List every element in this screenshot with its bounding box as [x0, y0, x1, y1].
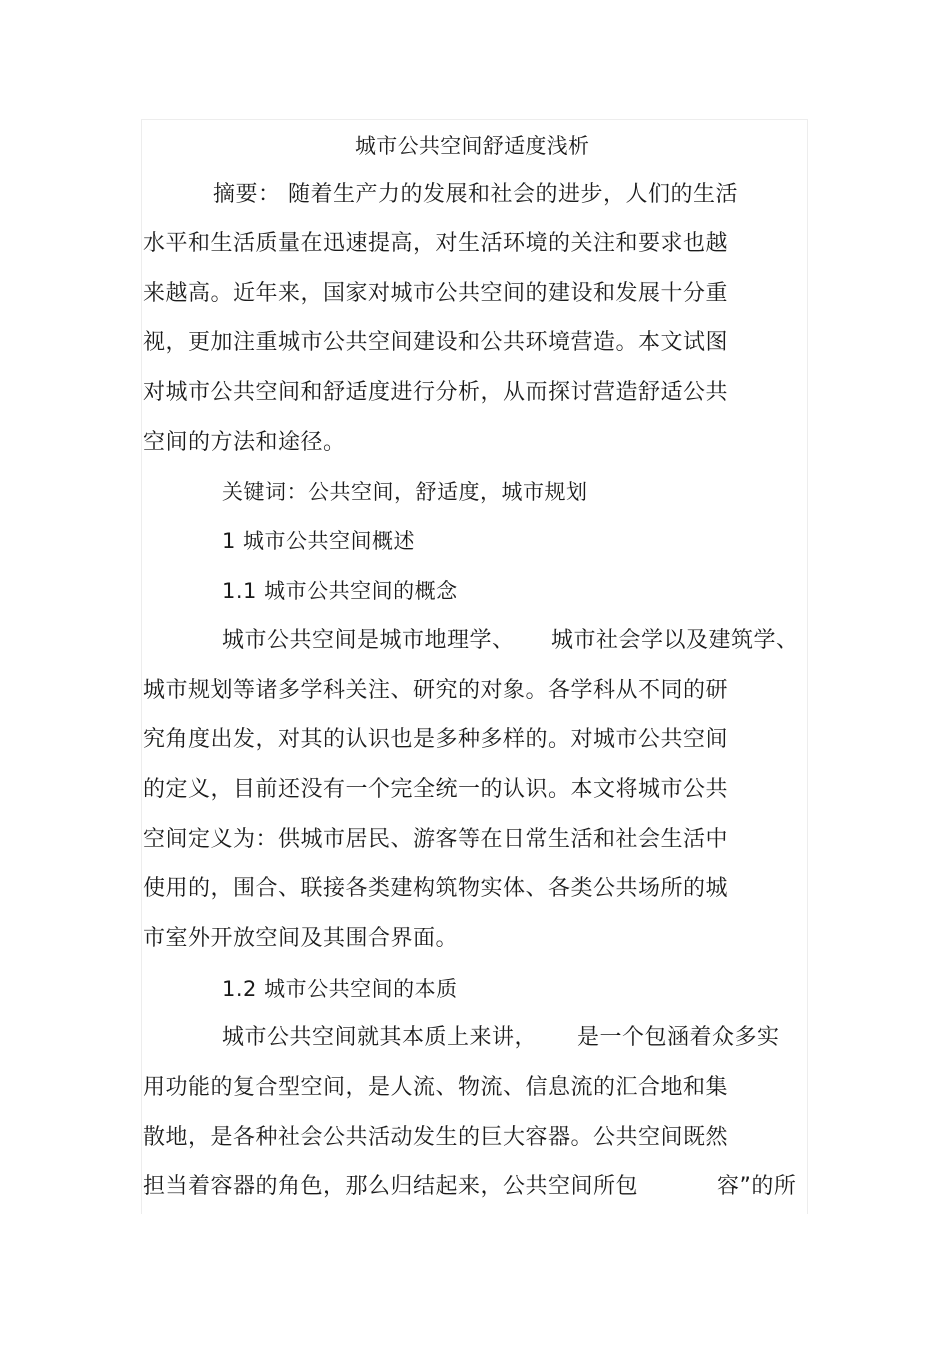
paragraph-line: 市室外开放空间及其围合界面。 — [143, 926, 459, 951]
paragraph-line: 担当着容器的角色，那么归结起来，公共空间所包 — [143, 1174, 639, 1199]
paragraph-line: 用功能的复合型空间，是人流、物流、信息流的汇合地和集 — [143, 1075, 729, 1100]
abstract-line: 空间的方法和途径。 — [143, 430, 346, 455]
abstract-line: 水平和生活质量在迅速提高，对生活环境的关注和要求也越 — [143, 231, 729, 256]
section-heading-1-1: 1.1 城市公共空间的概念 — [222, 579, 458, 603]
paragraph-line: 的定义，目前还没有一个完全统一的认识。本文将城市公共 — [143, 777, 729, 802]
paragraph-line: 使用的，围合、联接各类建构筑物实体、各类公共场所的城 — [143, 876, 729, 901]
paragraph-line: 城市公共空间是城市地理学、 — [222, 628, 515, 653]
paragraph-line: 城市公共空间就其本质上来讲， — [222, 1025, 538, 1050]
abstract-line: 来越高。近年来，国家对城市公共空间的建设和发展十分重 — [143, 281, 729, 306]
section-heading-1: 1 城市公共空间概述 — [222, 529, 416, 553]
paragraph-line: 容”的所 — [717, 1174, 797, 1199]
paragraph-line: 是一个包涵着众多实 — [577, 1025, 780, 1050]
abstract-line: 视，更加注重城市公共空间建设和公共环境营造。本文试图 — [143, 330, 729, 355]
paragraph-line: 散地，是各种社会公共活动发生的巨大容器。公共空间既然 — [143, 1125, 729, 1150]
paragraph-line: 城市社会学以及建筑学、 — [551, 628, 799, 653]
paragraph-line: 空间定义为：供城市居民、游客等在日常生活和社会生活中 — [143, 827, 729, 852]
abstract-line: 对城市公共空间和舒适度进行分析，从而探讨营造舒适公共 — [143, 380, 729, 405]
section-heading-1-2: 1.2 城市公共空间的本质 — [222, 977, 458, 1001]
document-title: 城市公共空间舒适度浅析 — [355, 134, 590, 158]
abstract-line: 摘要： 随着生产力的发展和社会的进步，人们的生活 — [213, 182, 738, 207]
paragraph-line: 城市规划等诸多学科关注、研究的对象。各学科从不同的研 — [143, 678, 729, 703]
paragraph-line: 究角度出发，对其的认识也是多种多样的。对城市公共空间 — [143, 727, 729, 752]
keywords: 关键词：公共空间，舒适度，城市规划 — [222, 480, 588, 504]
